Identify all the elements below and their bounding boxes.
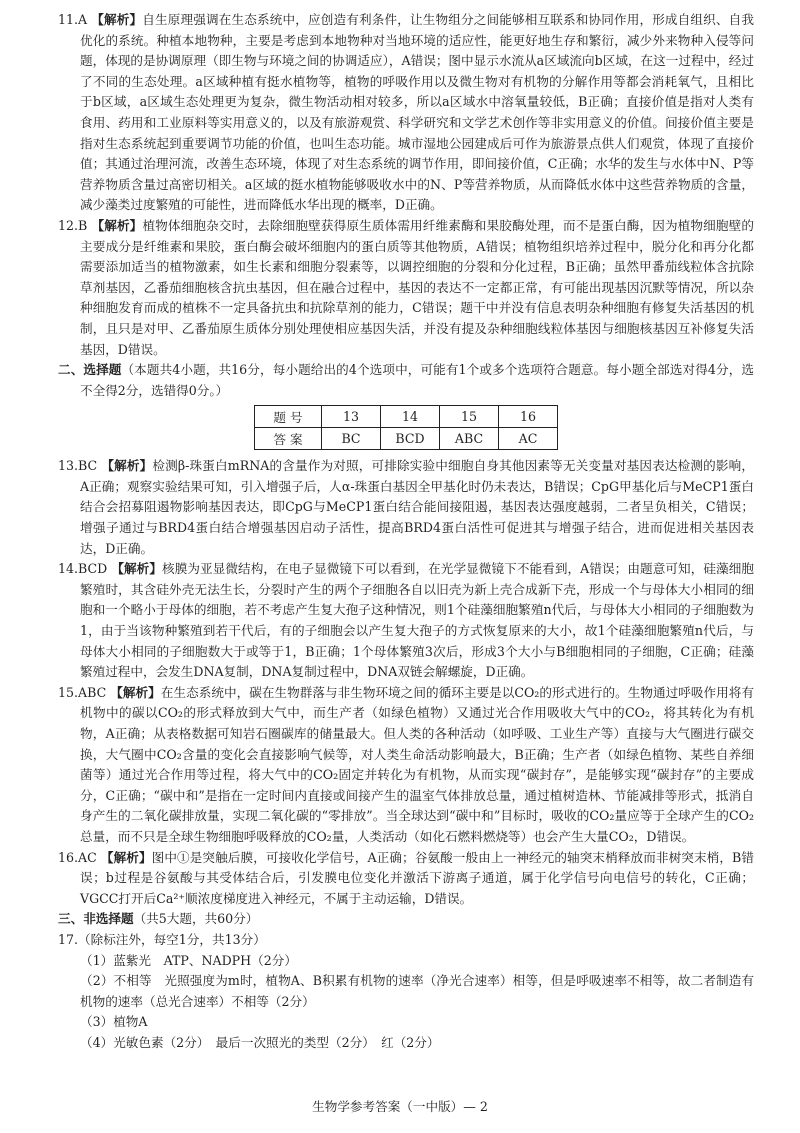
table-cell: BCD xyxy=(381,428,440,450)
table-header-cell: 题 号 xyxy=(255,406,322,428)
table-cell: 13 xyxy=(322,406,381,428)
table-cell: BC xyxy=(322,428,381,450)
answer-16: 16.AC 【解析】图中①是突触后膜，可接收化学信号，A正确；谷氨酸一般由上一神经元的轴突末梢释放而非树突末梢，B错误；b过程是谷氨酸与其受体结合后，引发膜电位变化并激活下游离子通道，属于化学信号向电信号的转化，C正确；VGCC打开后Ca²⁺顺浓度梯度进入神经元，不属于主动运输，D错误。 xyxy=(58,849,754,906)
answer-12: 12.B 【解析】植物体细胞杂交时，去除细胞壁获得原生质体需用纤维素酶和果胶酶处理，而不是蛋白酶，因为植物细胞壁的主要成分是纤维素和果胶，蛋白酶会破坏细胞内的蛋白质等其他物质，A错误；植物组织培养过程中，脱分化和再分化都需要添加适当的植物激素，如生长素和细胞分裂素等，以调控细胞的分裂和分化过程，B正确；虽然甲番茄线粒体含抗除草剂基因，乙番茄细胞核含抗虫基因，但在融合过程中，基因的表达不一定都正常，有可能出现基因沉默等情况，所以杂种细胞发育而成的植株不一定具备抗虫和抗除草剂的能力，C错误；题干中并没有信息表明杂种细胞有修复失活基因的机制，且只是对甲、乙番茄原生质体分别处理使相应基因失活，并没有提及杂种细胞线粒体基因与细胞核基因互补修复失活基因，D错误。 xyxy=(58,217,754,357)
answer-13: 13.BC 【解析】检测β-珠蛋白mRNA的含量作为对照，可排除实验中细胞自身其他因素等无关变量对基因表达检测的影响，A正确；观察实验结果可知，引入增强子后，人α-珠蛋白基因全甲基化时仍未表达，B错误；CpG甲基化后与MeCP1蛋白结合会招募阻遏物影响基因表达，即CpG与MeCP1蛋白结合能间接阻遏，基因表达强度越弱，二者呈负相关，C错误；增强子通过与BRD4蛋白结合增强基因启动子活性，提高BRD4蛋白活性可促进其与增强子结合，进而促进相关基因表达，D正确。 xyxy=(58,458,754,556)
table-cell: ABC xyxy=(440,428,499,450)
table-cell: 14 xyxy=(381,406,440,428)
answer-17-part-1: （1）蓝紫光 ATP、NADPH（2分） xyxy=(80,952,297,968)
answer-17-part-3: （3）植物A xyxy=(80,1014,148,1030)
table-cell: AC xyxy=(499,428,558,450)
section-2-heading: 二、选择题（本题共4小题，共16分，每小题给出的4个选项中，可能有1个或多个选项符合题意。每小题全部选对得4分，选不全得2分，选错得0分。） xyxy=(58,362,754,398)
table-cell: 15 xyxy=(440,406,499,428)
answer-17-part-4: （4）光敏色素（2分） 最后一次照光的类型（2分） 红（2分） xyxy=(80,1034,440,1050)
table-row xyxy=(255,428,558,450)
answer-17-part-2: （2）不相等 光照强度为m时，植物A、B积累有机物的速率（净光合速率）相等，但是呼吸速率不相等，故二者制造有机物的速率（总光合速率）不相等（2分） xyxy=(80,973,754,1009)
answer-15: 15.ABC 【解析】在生态系统中，碳在生物群落与非生物环境之间的循环主要是以CO₂的形式进行的。生物通过呼吸作用将有机物中的碳以CO₂的形式释放到大气中，而生产者（如绿色植物）又通过光合作用吸收大气中的CO₂，将其转化为有机物，A正确；从表格数据可知岩石圈碳库的储量最大。但人类的各种活动（如呼吸、工业生产等）直接与大气圈进行碳交换，大气圈中CO₂含量的变化会直接影响气候等，对人类生命活动影响最大，B正确；生产者（如绿色植物、某些自养细菌等）通过光合作用等过程，将大气中的CO₂固定并转化为有机物，从而实现“碳封存”，是能够实现“碳封存”的主要成分，C正确；“碳中和”是指在一定时间内直接或间接产生的温室气体排放总量，通过植树造林、节能减排等形式，抵消自身产生的二氧化碳排放量，实现二氧化碳的“零排放”。当全球达到“碳中和”目标时，吸收的CO₂量应等于全球产生的CO₂总量，而不只是全球生物细胞呼吸释放的CO₂量，人类活动（如化石燃料燃烧等）也会产生大量CO₂，D错误。 xyxy=(58,684,755,844)
answer-table xyxy=(254,405,558,450)
table-header-cell: 答 案 xyxy=(255,428,322,450)
page-footer: 生物学参考答案（一中版）— 2 xyxy=(312,1099,488,1114)
table-row xyxy=(255,406,558,428)
section-3-heading: 三、非选择题（共5大题，共60分） xyxy=(58,911,259,927)
answer-14: 14.BCD 【解析】核膜为亚显微结构，在电子显微镜下可以看到，在光学显微镜下不能看到，A错误；由题意可知，硅藻细胞繁殖时，其含硅外壳无法生长，分裂时产生的两个子细胞各自以旧壳为新上壳合成新下壳，形成一个与母体大小相同的细胞和一个略小于母体的细胞，若不考虑产生复大孢子这种情况，则1个硅藻细胞繁殖n代后，与母体大小相同的子细胞数为1，由于当该物种繁殖到若干代后，有的子细胞会以产生复大孢子的方式恢复原来的大小，故1个硅藻细胞繁殖n代后，与母体大小相同的子细胞数大于或等于1，B正确；1个母体繁殖3次后，形成3个大小与B细胞相同的子细胞，C正确；硅藻繁殖过程中，会发生DNA复制，DNA复制过程中，DNA双链会解螺旋，D正确。 xyxy=(58,561,754,680)
answer-17-heading: 17.（除标注外，每空1分，共13分） xyxy=(58,931,266,947)
table-cell: 16 xyxy=(499,406,558,428)
answer-11: 11.A 【解析】自生原理强调在生态系统中，应创造有利条件，让生物组分之间能够相互联系和协同作用，形成自组织、自我优化的系统。种植本地物种，主要是考虑到本地物种对当地环境的适应性，能更好地生存和繁衍，减少外来物种入侵等问题，体现的是协调原理（即生物与环境之间的协调适应），A错误；图中显示水流从a区域流向b区域，在这一过程中，经过了不同的生态处理。a区域种植有挺水植物等，植物的呼吸作用以及微生物对有机物的分解作用等都会消耗氧气，且相比于b区域，a区域生态处理更为复杂，微生物活动相对较多，所以a区域水中溶氧量较低，B正确；直接价值是指对人类有食用、药用和工业原料等实用意义的，以及有旅游观赏、科学研究和文学艺术创作等非实用意义的价值。间接价值主要是指对生态系统起到重要调节功能的价值，也叫生态功能。城市湿地公园建成后可作为旅游景点供人们观赏，体现了直接价值；其通过治理河流，改善生态环境，体现了对生态系统的调节作用，即间接价值，C正确；水华的发生与水体中N、P等营养物质含量过高密切相关。a区域的挺水植物能够吸收水中的N、P等营养物质，从而降低水体中这些营养物质的含量，减少藻类过度繁殖的可能性，进而降低水华出现的概率，D正确。 xyxy=(58,12,755,213)
